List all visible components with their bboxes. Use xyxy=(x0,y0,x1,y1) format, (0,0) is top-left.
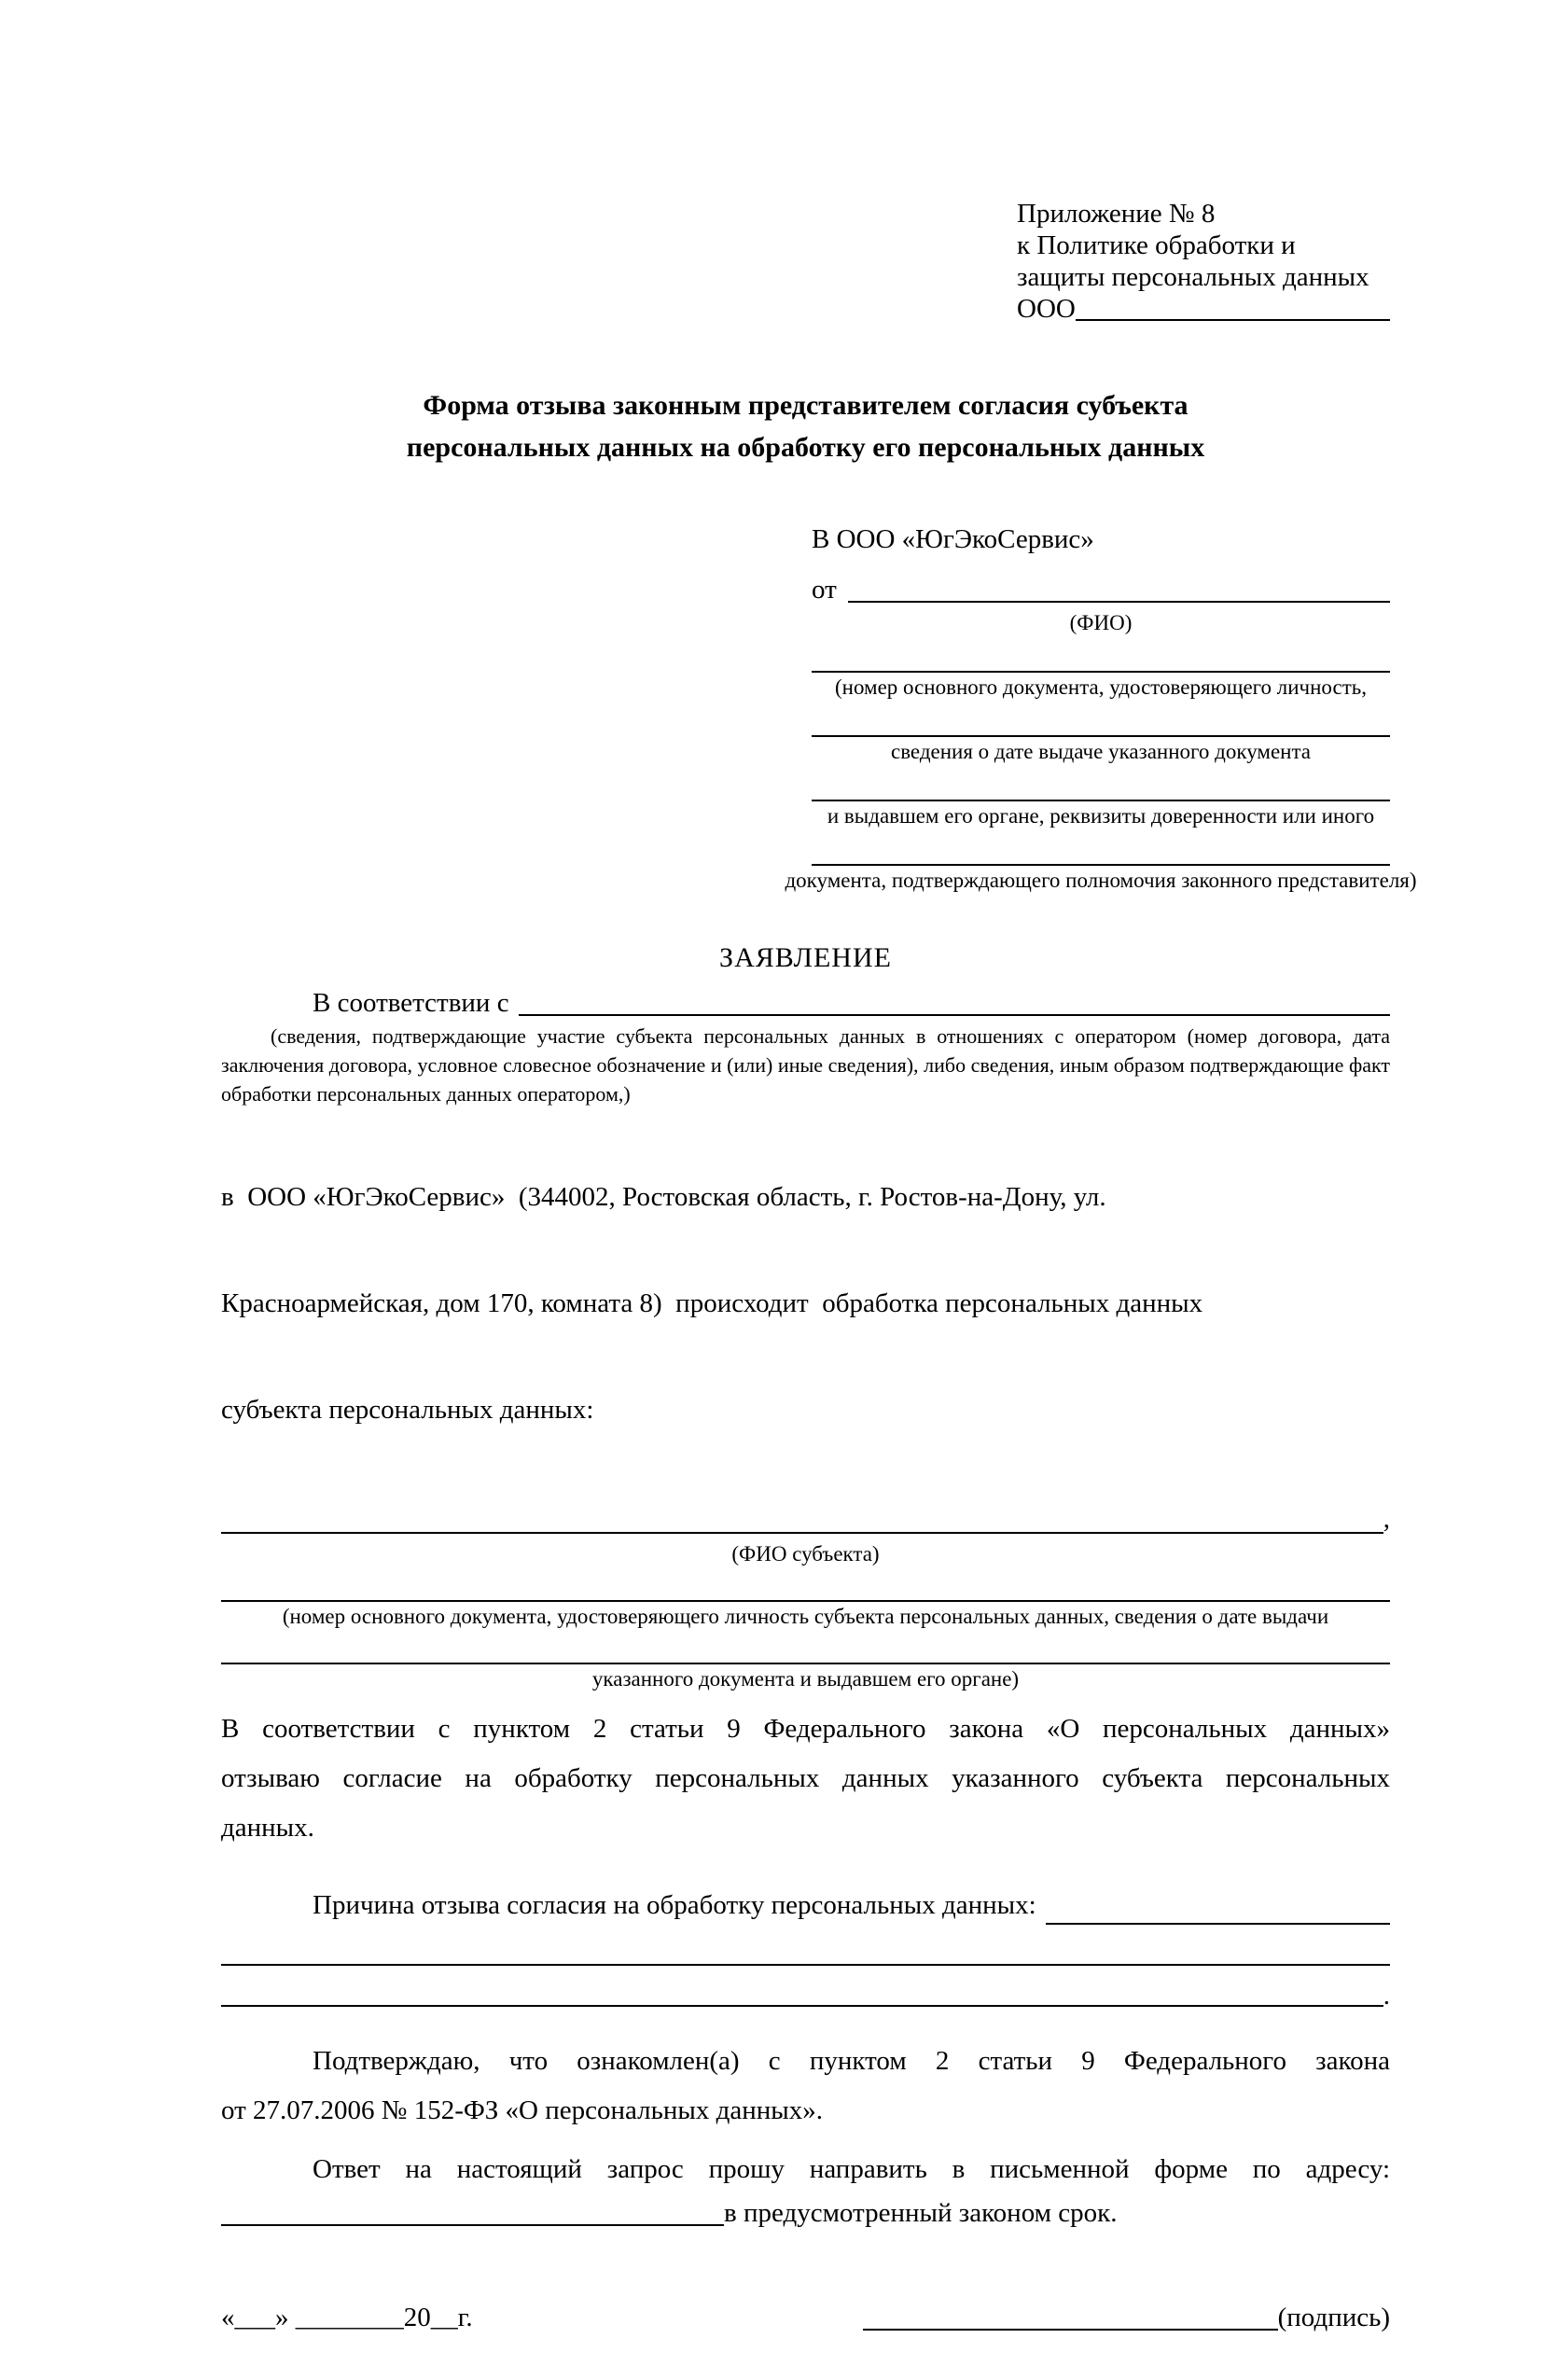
appendix-line-1: Приложение № 8 xyxy=(1017,199,1216,229)
form-title-line-1: Форма отзыва законным представителем согласия субъекта xyxy=(423,390,1189,421)
withdrawal-line-2: отзываю согласие на обработку персональных данных указанного субъекта персональных xyxy=(221,1763,1390,1793)
subject-fio-blank[interactable] xyxy=(221,1498,1383,1534)
subject-doc-caption-1: (номер основного документа, удостоверяющего личность субъекта персональных данных, сведения о дате выдачи xyxy=(282,1605,1329,1628)
subject-fio-comma: , xyxy=(1383,1504,1390,1534)
reason-row xyxy=(221,1881,1390,1930)
fio-caption: (ФИО) xyxy=(1069,611,1133,634)
accordance-note-line-2: заключения договора, условное словесное обозначение и (или) иные сведения), либо сведения, иным образом подтверждающие факт xyxy=(221,1053,1390,1077)
reason-blank-line-1[interactable] xyxy=(221,1964,1390,1966)
confirmation-line-1: Подтверждаю, что ознакомлен(а) с пунктом 2 статьи 9 Федерального закона xyxy=(313,2046,1390,2076)
subject-fio-row xyxy=(221,1498,1390,1539)
operator-paragraph-line-3: субъекта персональных данных: xyxy=(221,1395,594,1425)
reply-address-blank[interactable] xyxy=(221,2194,724,2226)
date-field[interactable]: «___» ________20__г. xyxy=(221,2303,473,2332)
doc-number-caption: (номер основного документа, удостоверяющего личность, xyxy=(834,675,1367,699)
reply-line-1: Ответ на настоящий запрос прошу направить в письменной форме по адресу: xyxy=(313,2154,1390,2184)
addressee-block xyxy=(785,521,1417,893)
appendix-line-2: к Политике обработки и xyxy=(1017,230,1296,260)
subject-doc-caption-2: указанного документа и выдавшем его органе) xyxy=(591,1667,1020,1691)
accordance-label: В соответствии с xyxy=(313,988,509,1018)
form-title-line-2: персональных данных на обработку его персональных данных xyxy=(406,432,1205,463)
footer-row xyxy=(221,2299,1390,2336)
reason-period: . xyxy=(1383,1981,1390,2011)
confirmation-line-2: от 27.07.2006 № 152-ФЗ «О персональных данных». xyxy=(221,2095,824,2125)
accordance-row xyxy=(221,984,1390,1022)
operator-paragraph-line-1: в ООО «ЮгЭкоСервис» (344002, Ростовская область, г. Ростов-на-Дону, ул. xyxy=(221,1182,1106,1212)
addressee-to: В ООО «ЮгЭкоСервис» xyxy=(812,524,1094,554)
withdrawal-paragraph xyxy=(221,1705,1390,1853)
form-title xyxy=(221,384,1390,468)
from-field-row xyxy=(812,571,1390,608)
org-name-blank[interactable] xyxy=(1076,293,1390,321)
reason-label: Причина отзыва согласия на обработку персональных данных: xyxy=(313,1890,1036,1920)
issuer-blank[interactable] xyxy=(812,800,1390,801)
signature-group xyxy=(863,2299,1390,2336)
confirmation-paragraph xyxy=(221,2037,1390,2136)
subject-doc-blank-2[interactable] xyxy=(221,1663,1390,1664)
withdrawal-line-3: данных. xyxy=(221,1813,314,1843)
signature-blank[interactable] xyxy=(863,2299,1278,2331)
reply-paragraph xyxy=(221,2145,1390,2232)
subject-block xyxy=(221,1498,1390,1691)
doc-number-blank[interactable] xyxy=(812,671,1390,673)
accordance-note-line-1: (сведения, подтверждающие участие субъекта персональных данных в отношениях с оператором (номер договора, дата xyxy=(271,1024,1390,1048)
appendix-line-3: защиты персональных данных xyxy=(1017,262,1369,292)
appendix-block xyxy=(1017,198,1390,325)
signature-caption: (подпись) xyxy=(1277,2303,1390,2332)
accordance-blank[interactable] xyxy=(519,984,1390,1016)
authority-doc-blank[interactable] xyxy=(812,864,1390,866)
issue-date-blank[interactable] xyxy=(812,735,1390,737)
accordance-note xyxy=(221,1022,1390,1108)
reply-address-row xyxy=(221,2194,1390,2232)
org-line xyxy=(1017,293,1390,325)
org-label: ООО xyxy=(1017,294,1076,324)
reason-inline-blank[interactable] xyxy=(1046,1881,1390,1925)
signature-field xyxy=(863,2299,1278,2336)
operator-paragraph-line-2: Красноармейская, дом 170, комната 8) происходит обработка персональных данных xyxy=(221,1288,1203,1318)
authority-doc-caption: документа, подтверждающего полномочия законного представителя) xyxy=(785,869,1417,892)
subject-fio-caption: (ФИО субъекта) xyxy=(731,1542,880,1566)
representative-name-blank[interactable] xyxy=(848,571,1390,603)
reason-blank-line-2-row xyxy=(221,1979,1390,2012)
operator-paragraph xyxy=(221,1108,1390,1498)
issue-date-caption: сведения о дате выдаче указанного документа xyxy=(890,740,1312,763)
subject-doc-blank-1[interactable] xyxy=(221,1600,1390,1602)
withdrawal-line-1: В соответствии с пунктом 2 статьи 9 Федерального закона «О персональных данных» xyxy=(221,1714,1390,1744)
issuer-caption: и выдавшем его органе, реквизиты доверенности или иного xyxy=(827,804,1375,828)
accordance-note-line-3: обработки персональных данных оператором,) xyxy=(221,1082,631,1106)
reason-blank-line-2[interactable] xyxy=(221,1979,1383,2007)
statement-heading: ЗАЯВЛЕНИЕ xyxy=(719,942,892,973)
document-page xyxy=(0,198,1543,2380)
reply-suffix: в предусмотренный законом срок. xyxy=(724,2198,1118,2228)
from-label: от xyxy=(812,575,837,605)
